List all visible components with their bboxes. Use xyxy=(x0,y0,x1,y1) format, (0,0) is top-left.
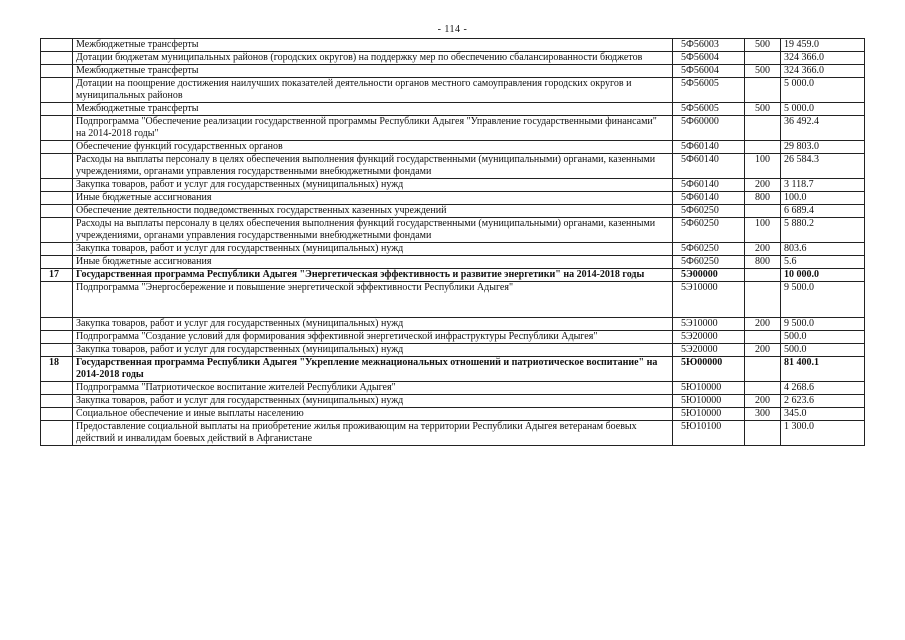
item-name-cell: Подпрограмма "Патриотическое воспитание жителей Республики Адыгея" xyxy=(73,382,673,395)
target-code-cell: 5Ф60250 xyxy=(673,205,745,218)
item-name-cell: Подпрограмма "Обеспечение реализации государственной программы Республики Адыгея "Управление государственными финансами" на 2014-2018 годы" xyxy=(73,116,673,141)
amount-cell: 9 500.0 xyxy=(781,282,865,318)
amount-cell: 2 623.6 xyxy=(781,395,865,408)
item-name-cell: Дотации на поощрение достижения наилучших показателей деятельности органов местного самоуправления городских округов и муниципальных районов xyxy=(73,78,673,103)
row-number-cell xyxy=(41,243,73,256)
item-name-cell: Межбюджетные трансферты xyxy=(73,65,673,78)
table-row xyxy=(41,218,865,243)
target-code-cell: 5Э10000 xyxy=(673,318,745,331)
amount-cell: 36 492.4 xyxy=(781,116,865,141)
table-row xyxy=(41,382,865,395)
target-code-cell: 5Ф60140 xyxy=(673,179,745,192)
target-code-cell: 5Э00000 xyxy=(673,269,745,282)
expense-type-cell xyxy=(745,141,781,154)
table-row xyxy=(41,78,865,103)
target-code-cell: 5Ф60140 xyxy=(673,192,745,205)
amount-cell: 29 803.0 xyxy=(781,141,865,154)
item-name-cell: Подпрограмма "Создание условий для формирования эффективной энергетической инфраструктуры Республики Адыгея" xyxy=(73,331,673,344)
amount-cell: 500.0 xyxy=(781,344,865,357)
row-number-cell xyxy=(41,395,73,408)
target-code-cell: 5Ф60250 xyxy=(673,218,745,243)
row-number-cell xyxy=(41,205,73,218)
expense-type-cell: 500 xyxy=(745,39,781,52)
item-name-cell: Расходы на выплаты персоналу в целях обеспечения выполнения функций государственными (муниципальными) органами, казенными учреждениями, органами управления государственными внебюджетными фондами xyxy=(73,154,673,179)
expense-type-cell: 100 xyxy=(745,154,781,179)
row-number-cell xyxy=(41,103,73,116)
row-number-cell xyxy=(41,179,73,192)
table-row xyxy=(41,154,865,179)
row-number-cell: 18 xyxy=(41,357,73,382)
target-code-cell: 5Ю10100 xyxy=(673,421,745,446)
item-name-cell: Государственная программа Республики Адыгея "Укрепление межнациональных отношений и патриотическое воспитание" на 2014-2018 годы xyxy=(73,357,673,382)
item-name-cell: Обеспечение деятельности подведомственных государственных казенных учреждений xyxy=(73,205,673,218)
target-code-cell: 5Ф56004 xyxy=(673,52,745,65)
row-number-cell xyxy=(41,318,73,331)
table-row xyxy=(41,395,865,408)
amount-cell: 10 000.0 xyxy=(781,269,865,282)
amount-cell: 324 366.0 xyxy=(781,65,865,78)
target-code-cell: 5Ф60250 xyxy=(673,256,745,269)
expense-type-cell xyxy=(745,357,781,382)
row-number-cell xyxy=(41,52,73,65)
item-name-cell: Закупка товаров, работ и услуг для государственных (муниципальных) нужд xyxy=(73,243,673,256)
item-name-cell: Закупка товаров, работ и услуг для государственных (муниципальных) нужд xyxy=(73,179,673,192)
amount-cell: 324 366.0 xyxy=(781,52,865,65)
row-number-cell xyxy=(41,382,73,395)
expense-type-cell xyxy=(745,282,781,318)
target-code-cell: 5Ф56003 xyxy=(673,39,745,52)
item-name-cell: Подпрограмма "Энергосбережение и повышение энергетической эффективности Республики Адыгея" xyxy=(73,282,673,318)
expense-type-cell xyxy=(745,421,781,446)
row-number-cell xyxy=(41,408,73,421)
expense-type-cell: 200 xyxy=(745,243,781,256)
item-name-cell: Иные бюджетные ассигнования xyxy=(73,256,673,269)
amount-cell: 3 118.7 xyxy=(781,179,865,192)
expense-type-cell: 800 xyxy=(745,256,781,269)
table-row xyxy=(41,318,865,331)
expense-type-cell xyxy=(745,52,781,65)
item-name-cell: Закупка товаров, работ и услуг для государственных (муниципальных) нужд xyxy=(73,395,673,408)
amount-cell: 5 880.2 xyxy=(781,218,865,243)
expense-type-cell: 300 xyxy=(745,408,781,421)
expense-type-cell xyxy=(745,116,781,141)
page-number: - 114 - xyxy=(437,24,468,35)
expense-type-cell: 200 xyxy=(745,318,781,331)
expense-type-cell: 200 xyxy=(745,344,781,357)
row-number-cell xyxy=(41,141,73,154)
table-row xyxy=(41,256,865,269)
amount-cell: 26 584.3 xyxy=(781,154,865,179)
table-row xyxy=(41,103,865,116)
row-number-cell xyxy=(41,78,73,103)
amount-cell: 4 268.6 xyxy=(781,382,865,395)
target-code-cell: 5Ф56005 xyxy=(673,103,745,116)
table-body xyxy=(41,39,865,446)
row-number-cell xyxy=(41,65,73,78)
target-code-cell: 5Э20000 xyxy=(673,331,745,344)
amount-cell: 5.6 xyxy=(781,256,865,269)
target-code-cell: 5Ф60000 xyxy=(673,116,745,141)
expense-type-cell xyxy=(745,205,781,218)
table-row xyxy=(41,205,865,218)
amount-cell: 5 000.0 xyxy=(781,78,865,103)
row-number-cell xyxy=(41,116,73,141)
item-name-cell: Закупка товаров, работ и услуг для государственных (муниципальных) нужд xyxy=(73,318,673,331)
amount-cell: 19 459.0 xyxy=(781,39,865,52)
table-row xyxy=(41,141,865,154)
item-name-cell: Закупка товаров, работ и услуг для государственных (муниципальных) нужд xyxy=(73,344,673,357)
table-row xyxy=(41,282,865,318)
amount-cell: 100.0 xyxy=(781,192,865,205)
row-number-cell: 17 xyxy=(41,269,73,282)
expense-type-cell: 200 xyxy=(745,179,781,192)
item-name-cell: Расходы на выплаты персоналу в целях обеспечения выполнения функций государственными (муниципальными) органами, казенными учреждениями, органами управления государственными внебюджетными фондами xyxy=(73,218,673,243)
target-code-cell: 5Ф60140 xyxy=(673,141,745,154)
expense-type-cell: 200 xyxy=(745,395,781,408)
item-name-cell: Государственная программа Республики Адыгея "Энергетическая эффективность и развитие энергетики" на 2014-2018 годы xyxy=(73,269,673,282)
amount-cell: 1 300.0 xyxy=(781,421,865,446)
target-code-cell: 5Ю10000 xyxy=(673,395,745,408)
item-name-cell: Обеспечение функций государственных органов xyxy=(73,141,673,154)
row-number-cell xyxy=(41,256,73,269)
expense-type-cell xyxy=(745,331,781,344)
row-number-cell xyxy=(41,421,73,446)
table-row xyxy=(41,331,865,344)
expense-type-cell xyxy=(745,382,781,395)
item-name-cell: Межбюджетные трансферты xyxy=(73,103,673,116)
target-code-cell: 5Ф56004 xyxy=(673,65,745,78)
row-number-cell xyxy=(41,218,73,243)
item-name-cell: Межбюджетные трансферты xyxy=(73,39,673,52)
row-number-cell xyxy=(41,192,73,205)
expense-type-cell: 500 xyxy=(745,103,781,116)
amount-cell: 6 689.4 xyxy=(781,205,865,218)
amount-cell: 345.0 xyxy=(781,408,865,421)
row-number-cell xyxy=(41,282,73,318)
target-code-cell: 5Ю10000 xyxy=(673,408,745,421)
expense-type-cell: 500 xyxy=(745,65,781,78)
table-row xyxy=(41,269,865,282)
expense-type-cell xyxy=(745,269,781,282)
table-row xyxy=(41,344,865,357)
table-row xyxy=(41,421,865,446)
table-row xyxy=(41,408,865,421)
target-code-cell: 5Ф56005 xyxy=(673,78,745,103)
table-row xyxy=(41,192,865,205)
row-number-cell xyxy=(41,331,73,344)
expense-type-cell: 100 xyxy=(745,218,781,243)
table-row xyxy=(41,65,865,78)
amount-cell: 803.6 xyxy=(781,243,865,256)
amount-cell: 9 500.0 xyxy=(781,318,865,331)
target-code-cell: 5Ю00000 xyxy=(673,357,745,382)
table-row xyxy=(41,116,865,141)
target-code-cell: 5Ф60140 xyxy=(673,154,745,179)
row-number-cell xyxy=(41,344,73,357)
amount-cell: 500.0 xyxy=(781,331,865,344)
amount-cell: 81 400.1 xyxy=(781,357,865,382)
table-row xyxy=(41,357,865,382)
target-code-cell: 5Ф60250 xyxy=(673,243,745,256)
expense-type-cell: 800 xyxy=(745,192,781,205)
budget-table xyxy=(40,38,865,446)
item-name-cell: Дотации бюджетам муниципальных районов (городских округов) на поддержку мер по обеспечению сбалансированности бюджетов xyxy=(73,52,673,65)
table-row xyxy=(41,52,865,65)
item-name-cell: Предоставление социальной выплаты на приобретение жилья проживающим на территории Республики Адыгея ветеранам боевых действий и инвалидам боевых действий в Афганистане xyxy=(73,421,673,446)
table-row xyxy=(41,243,865,256)
amount-cell: 5 000.0 xyxy=(781,103,865,116)
target-code-cell: 5Э10000 xyxy=(673,282,745,318)
target-code-cell: 5Ю10000 xyxy=(673,382,745,395)
expense-type-cell xyxy=(745,78,781,103)
table-row xyxy=(41,39,865,52)
target-code-cell: 5Э20000 xyxy=(673,344,745,357)
row-number-cell xyxy=(41,154,73,179)
table-row xyxy=(41,179,865,192)
row-number-cell xyxy=(41,39,73,52)
item-name-cell: Социальное обеспечение и иные выплаты населению xyxy=(73,408,673,421)
item-name-cell: Иные бюджетные ассигнования xyxy=(73,192,673,205)
